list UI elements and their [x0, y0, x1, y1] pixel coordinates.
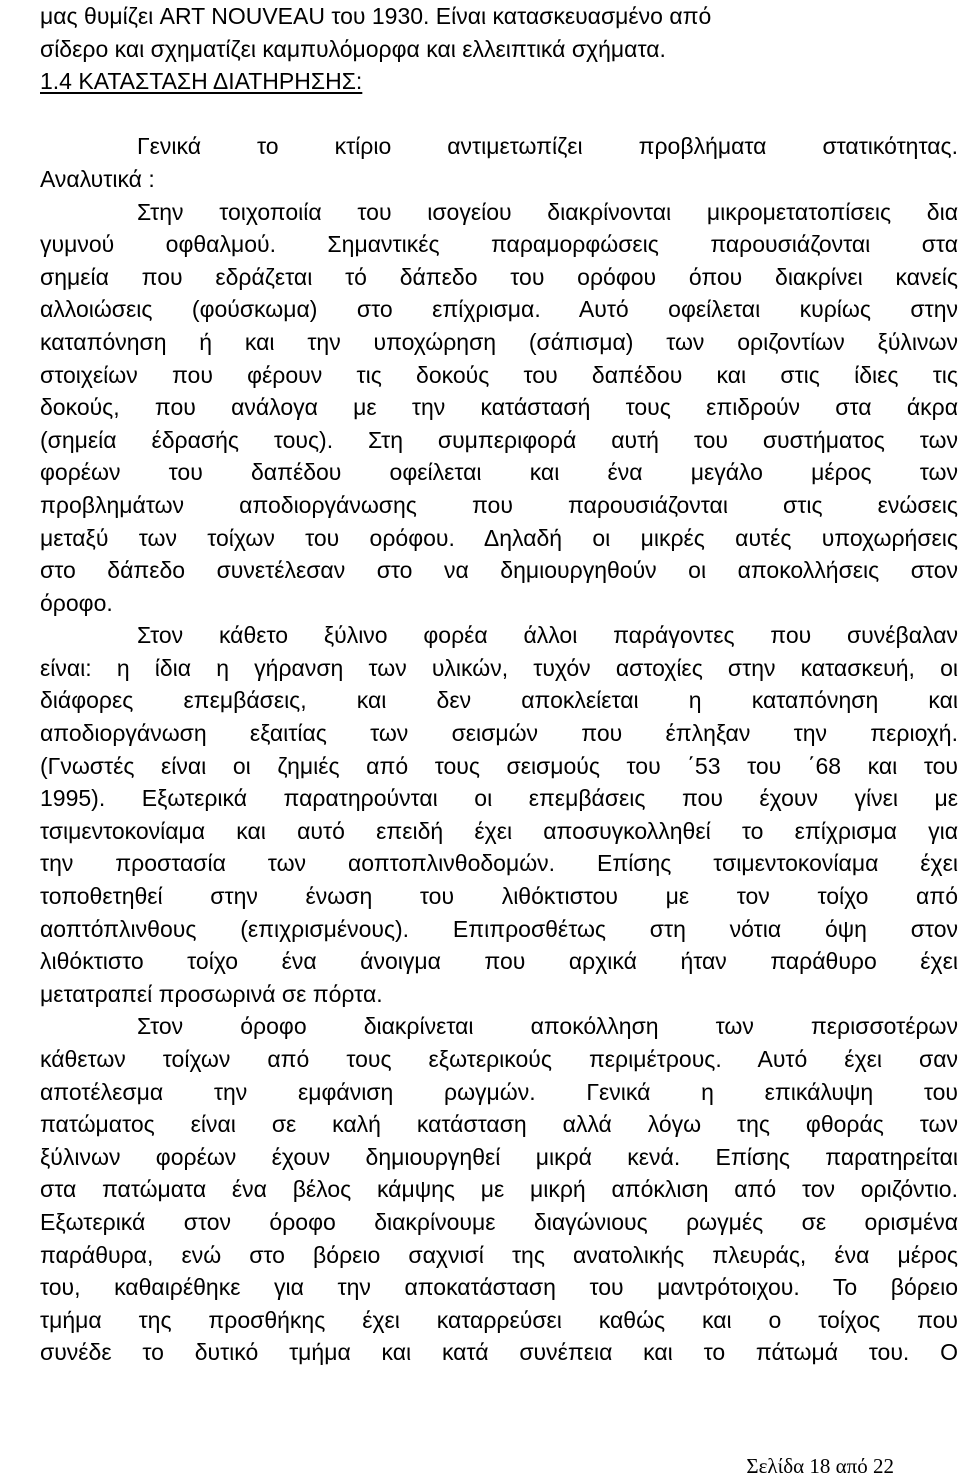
text-line: σημεία που εδράζεται τό δάπεδο του ορόφου όπου διακρίνει κανείς [40, 263, 958, 290]
text-line: προβλημάτων αποδιοργάνωσης που παρουσιάζονται στις ενώσεις [40, 491, 958, 518]
text-line: (σημεία έδρασής τους). Στη συμπεριφορά αυτή του συστήματος των [40, 426, 958, 453]
text-line: μεταξύ των τοίχων του ορόφου. Δηλαδή οι μικρές αυτές υποχωρήσεις [40, 524, 958, 551]
page-footer [0, 1454, 960, 1479]
text-line: αλλοιώσεις (φούσκωμα) στο επίχρισμα. Αυτό οφείλεται κυρίως στην [40, 296, 958, 323]
blank-line [40, 98, 958, 131]
text-line: συνέδε το δυτικό τμήμα και κατά συνέπεια και το πάτωμά του. Ο [40, 1339, 958, 1366]
text-line: διάφορες επεμβάσεις, και δεν αποκλείεται η καταπόνηση και [40, 687, 958, 714]
text-line: Εξωτερικά στον όροφο διακρίνουμε διαγώνιους ρωγμές σε ορισμένα [40, 1208, 958, 1235]
text-line: Αναλυτικά : [40, 165, 155, 192]
section-heading: 1.4 ΚΑΤΑΣΤΑΣΗ ΔΙΑΤΗΡΗΣΗΣ: [40, 68, 363, 95]
text-line: κάθετων τοίχων από τους εξωτερικούς περιμέτρους. Αυτό έχει σαν [40, 1046, 958, 1072]
text-line: Στον κάθετο ξύλινο φορέα άλλοι παράγοντες που συνέβαλαν [137, 622, 958, 649]
text-line: Στον όροφο διακρίνεται αποκόλληση των περισσοτέρων [137, 1013, 958, 1040]
text-line: γυμνού οφθαλμού. Σημαντικές παραμορφώσεις παρουσιάζονται στα [40, 231, 958, 258]
text-line: παράθυρα, ενώ στο βόρειο σαχνισί της ανατολικής πλευράς, ένα μέρος [40, 1241, 958, 1268]
text-line: τσιμεντοκονίαμα και αυτό επειδή έχει αποσυγκολληθεί το επίχρισμα για [40, 817, 958, 844]
text-line: καταπόνηση ή και την υποχώρηση (σάπισμα) των οριζοντίων ξύλινων [40, 328, 958, 355]
text-line: μετατραπεί προσωρινά σε πόρτα. [40, 980, 383, 1007]
text-line: αποδιοργάνωση εξαιτίας των σεισμών που έπληξαν την περιοχή. [40, 720, 958, 747]
text-line: πατώματος είναι σε καλή κατάσταση αλλά λόγω της φθοράς των [40, 1111, 958, 1138]
text-line: τοποθετηθεί στην ένωση του λιθόκτιστου με τον τοίχο από [40, 883, 958, 910]
text-line: ξύλινων φορέων έχουν δημιουργηθεί μικρά κενά. Επίσης παρατηρείται [40, 1143, 958, 1170]
text-line: στο δάπεδο συνετέλεσαν στο να δημιουργηθούν οι αποκολλήσεις στον [40, 557, 958, 584]
document-body [40, 0, 958, 1369]
text-line: την προστασία των αοπτοπλινθοδομών. Επίσης τσιμεντοκονίαμα έχει [40, 850, 958, 877]
text-line: τμήμα της προσθήκης έχει καταρρεύσει καθώς και ο τοίχος που [40, 1306, 958, 1333]
text-line: Γενικά το κτίριο αντιμετωπίζει προβλήματα στατικότητας. [137, 133, 958, 160]
text-line: σίδερο και σχηματίζει καμπυλόμορφα και ελλειπτικά σχήματα. [40, 35, 666, 62]
text-line: 1995). Εξωτερικά παρατηρούνται οι επεμβάσεις που έχουν γίνει με [40, 785, 958, 812]
page-number: Σελίδα 18 από 22 [746, 1454, 894, 1478]
text-line: δοκούς, που ανάλογα με την κατάστασή τους επιδρούν στα άκρα [40, 394, 958, 421]
text-line: λιθόκτιστο τοίχο ένα άνοιγμα που αρχικά ήταν παράθυρο έχει [40, 948, 958, 975]
text-line: αοπτόπλινθους (επιχρισμένους). Επιπροσθέτως στη νότια όψη στον [40, 915, 958, 942]
text-line: στα πατώματα ένα βέλος κάμψης με μικρή απόκλιση από τον οριζόντιο. [40, 1176, 958, 1203]
text-line: (Γνωστές είναι οι ζημιές από τους σεισμούς του ΄53 του ΄68 και του [40, 752, 958, 779]
text-line: στοιχείων που φέρουν τις δοκούς του δαπέδου και στις ίδιες τις [40, 361, 958, 388]
text-line: αποτέλεσμα την εμφάνιση ρωγμών. Γενικά η επικάλυψη του [40, 1078, 958, 1105]
text-line: φορέων του δαπέδου οφείλεται και ένα μεγάλο μέρος των [40, 459, 958, 486]
text-line: μας θυμίζει ART NOUVEAU του 1930. Είναι κατασκευασμένο από [40, 3, 712, 29]
text-line: είναι: η ίδια η γήρανση των υλικών, τυχόν αστοχίες στην κατασκευή, οι [40, 654, 958, 681]
text-line: του, καθαιρέθηκε για την αποκατάσταση του μαντρότοιχου. Το βόρειο [40, 1274, 958, 1301]
text-line: Στην τοιχοποιία του ισογείου διακρίνονται μικρομετατοπίσεις δια [137, 198, 958, 225]
text-line: όροφο. [40, 589, 113, 616]
